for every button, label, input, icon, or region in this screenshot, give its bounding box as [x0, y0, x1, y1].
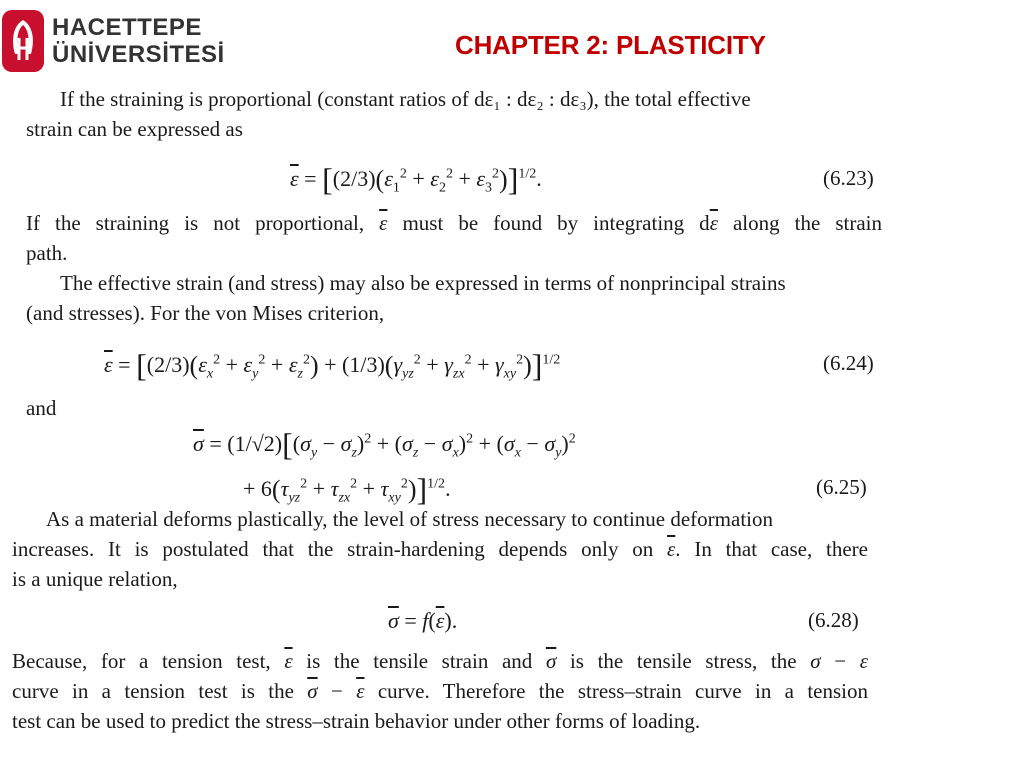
logo-name-line1: HACETTEPE [52, 13, 202, 41]
paragraph-line: increases. It is postulated that the strain-hardening depends only on $\overline{\varepsilon}$. In that case, there [12, 537, 868, 561]
paragraph-line: The effective strain (and stress) may also be expressed in terms of nonprincipal strains [60, 271, 786, 295]
equation-6-25-line1: $\overline{\sigma} = (1/√2)[(\sigma_y - \sigma_z)^2 + (\sigma_z - \sigma_x)^2 + (\sigma_x - \sigma_y)^2$ [193, 426, 576, 462]
chapter-title: CHAPTER 2: PLASTICITY [455, 30, 766, 60]
university-emblem-icon [2, 10, 44, 72]
paragraph-line: If the straining is not proportional, $\overline{\varepsilon}$ must be found by integrating $d\overline{\varepsilon}$ along the strain [26, 211, 882, 235]
paragraph-line: is a unique relation, [12, 567, 178, 591]
paragraph-line: If the straining is proportional (constant ratios of dε₁ : dε₂ : dε₃), the total effective [60, 87, 751, 111]
equation-number: (6.23) [823, 166, 874, 190]
paragraph-line: curve in a tension test is the $\overline{\sigma} - \overline{\varepsilon}$ curve. Therefore the stress–strain curve in a tension [12, 679, 869, 703]
equation-6-25-line2: + $6(\tau_{yz}^2 + \tau_{zx}^2 + \tau_{xy}^2)]^{1/2}$. [243, 471, 451, 507]
equation-number: (6.28) [808, 608, 859, 632]
paragraph-line: strain can be expressed as [26, 117, 243, 141]
university-logo [2, 10, 225, 72]
equation-number: (6.25) [816, 475, 867, 499]
paragraph-line: test can be used to predict the stress–strain behavior under other forms of loading. [12, 709, 701, 733]
equation-6-23: $\overline{\varepsilon} = [(2/3)(\varepsilon_1^2 + \varepsilon_2^2 + \varepsilon_3^2)]^{1/2}$. [290, 161, 542, 197]
paragraph-line: As a material deforms plastically, the level of stress necessary to continue deformation [46, 507, 773, 531]
paragraph-line: (and stresses). For the von Mises criterion, [26, 301, 385, 325]
paragraph-line: and [26, 396, 57, 420]
equation-6-28: $\overline{\sigma} = f(\overline{\varepsilon})$. [388, 608, 458, 633]
paragraph-line: Because, for a tension test, $\overline{\varepsilon}$ is the tensile strain and $\overline{\sigma}$ is the tensile stress, the σ − ε [12, 649, 868, 673]
logo-name-line2: ÜNİVERSİTESİ [52, 40, 225, 68]
paragraph-line: path. [26, 241, 68, 265]
equation-number: (6.24) [823, 351, 874, 375]
equation-6-24: $\overline{\varepsilon} = [(2/3)(\varepsilon_x^2 + \varepsilon_y^2 + \varepsilon_z^2) + (1/3)(\gamma_{yz}^2 + \gamma_{zx}^2 + \gamma_{xy}^2)]^{1/2}$ [104, 347, 561, 383]
